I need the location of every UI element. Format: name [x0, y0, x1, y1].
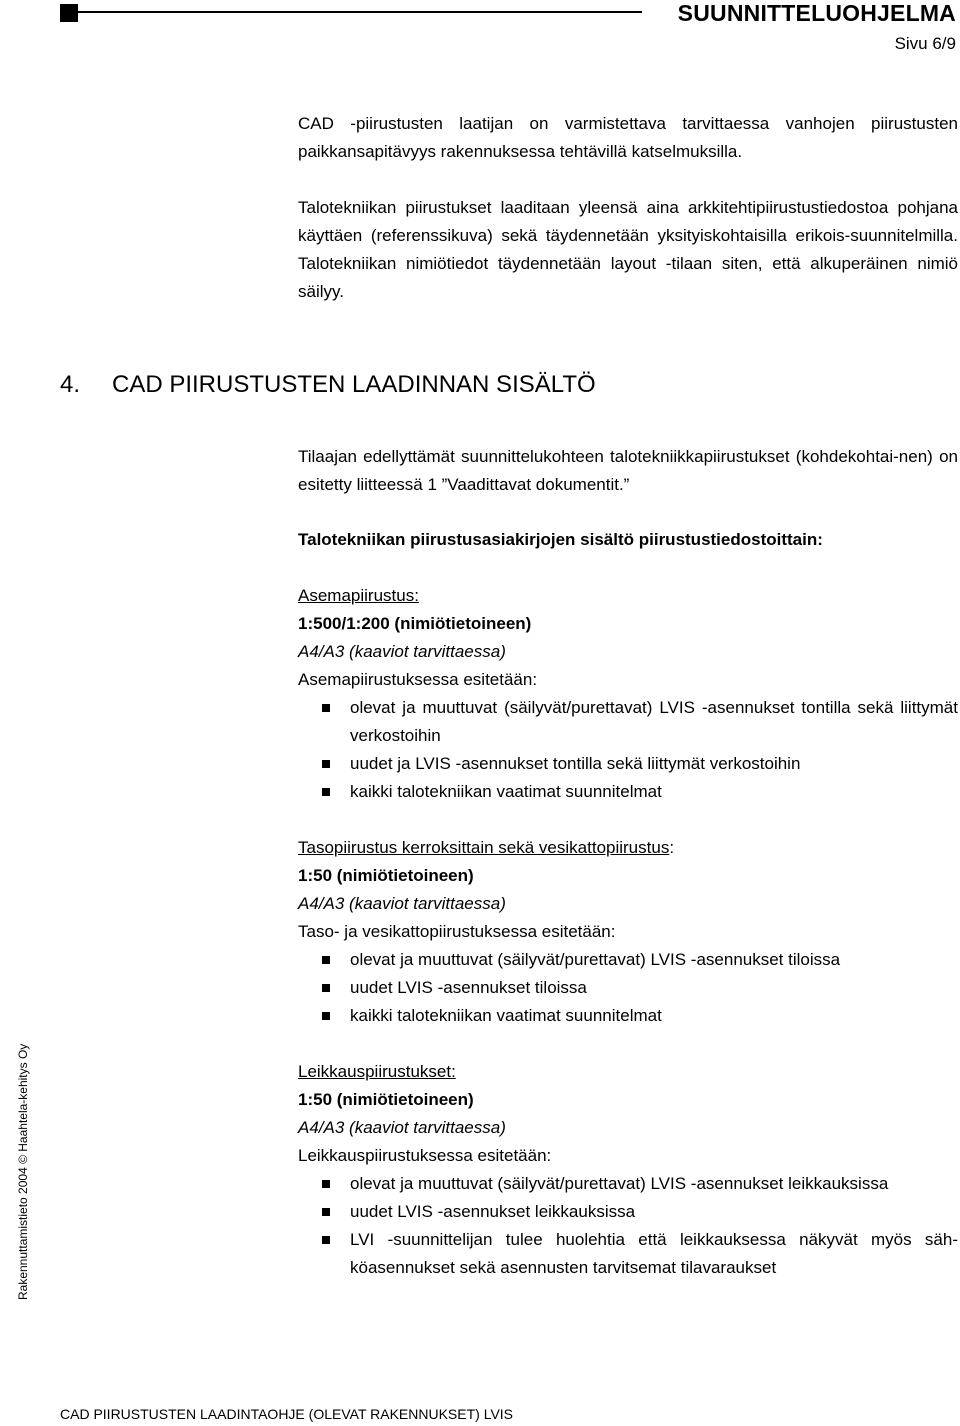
paragraph-survey: CAD -piirustusten laatijan on varmistettava tarvittaessa vanhojen piirustusten paikkansapitävyys rakennuksessa tehtävillä katselmuksilla.: [298, 114, 958, 161]
block-title-suffix: :: [669, 838, 675, 857]
copyright-sidebar: Rakennuttamistieto 2004 © Haahtela-kehitys Oy: [16, 1043, 30, 1300]
page-footer: CAD PIIRUSTUSTEN LAADINTAOHJE (OLEVAT RAKENNUKSET) LVIS: [60, 1406, 514, 1422]
block-lead: Leikkauspiirustuksessa esitetään:: [298, 1146, 552, 1165]
block-scale: 1:50 (nimiötietoineen): [298, 866, 474, 885]
document-title: SUUNNITTELUOHJELMA: [677, 0, 956, 26]
block-title: Tasopiirustus kerroksittain sekä vesikattopiirustus: [298, 838, 670, 857]
block-lead: Asemapiirustuksessa esitetään:: [298, 670, 538, 689]
block-format: A4/A3 (kaaviot tarvittaessa): [298, 1118, 506, 1137]
section-subheading: [298, 526, 958, 554]
list-item: uudet LVIS -asennukset leikkauksissa: [298, 1198, 958, 1226]
section-intro-text: Tilaajan edellyttämät suunnittelukohteen talotekniikkapiirustukset (kohdekohtai-nen) on esitetty liitteessä 1 ”Vaadittavat dokumentit.”: [298, 447, 958, 494]
section-intro: [298, 443, 958, 499]
section-number: 4.: [60, 371, 81, 398]
block-site-plan: [298, 582, 958, 806]
page-number: Sivu 6/9: [894, 34, 956, 53]
block-lead: Taso- ja vesikattopiirustuksessa esitetään:: [298, 922, 616, 941]
block-list: [298, 946, 958, 1030]
block-section-drawings: [298, 1058, 958, 1282]
block-scale: 1:500/1:200 (nimiötietoineen): [298, 614, 532, 633]
section-heading: [60, 370, 596, 400]
block-format: A4/A3 (kaaviot tarvittaessa): [298, 894, 506, 913]
intro-text: [298, 110, 958, 166]
list-item: kaikki talotekniikan vaatimat suunnitelmat: [298, 1002, 958, 1030]
list-item: uudet LVIS -asennukset tiloissa: [298, 974, 958, 1002]
block-list: [298, 1170, 958, 1282]
list-item: LVI -suunnittelijan tulee huolehtia että leikkauksessa näkyvät myös säh-köasennukset sekä asennusten tarvitsemat tilavaraukset: [298, 1226, 958, 1282]
list-item: kaikki talotekniikan vaatimat suunnitelmat: [298, 778, 958, 806]
section-title: CAD PIIRUSTUSTEN LAADINNAN SISÄLTÖ: [112, 371, 596, 398]
block-floor-plan: [298, 834, 958, 1030]
list-item: olevat ja muuttuvat (säilyvät/purettavat) LVIS -asennukset leikkauksissa: [298, 1170, 958, 1198]
list-item: uudet ja LVIS -asennukset tontilla sekä liittymät verkostoihin: [298, 750, 958, 778]
list-item: olevat ja muuttuvat (säilyvät/purettavat) LVIS -asennukset tontilla sekä liittymät verkostoihin: [298, 694, 958, 750]
block-format: A4/A3 (kaaviot tarvittaessa): [298, 642, 506, 661]
content-subheading: Talotekniikan piirustusasiakirjojen sisältö piirustustiedostoittain:: [298, 530, 823, 549]
list-item: olevat ja muuttuvat (säilyvät/purettavat) LVIS -asennukset tiloissa: [298, 946, 958, 974]
paragraph-reference-drawings: Talotekniikan piirustukset laaditaan yleensä aina arkkitehtipiirustustiedostoa pohjana käyttäen (referenssikuva) sekä täydennetään yksityiskohtaisilla erikois-suunnitelmilla. Talotekniikan nimiötiedot täydennetään layout -tilaan siten, että alkuperäinen nimiö säilyy.: [298, 198, 958, 301]
block-title: Leikkauspiirustukset:: [298, 1062, 456, 1081]
header-square-mark: [60, 4, 78, 22]
header-rule: [78, 11, 642, 13]
reference-text: [298, 194, 958, 306]
block-title: Asemapiirustus:: [298, 586, 419, 605]
block-list: [298, 694, 958, 806]
block-scale: 1:50 (nimiötietoineen): [298, 1090, 474, 1109]
